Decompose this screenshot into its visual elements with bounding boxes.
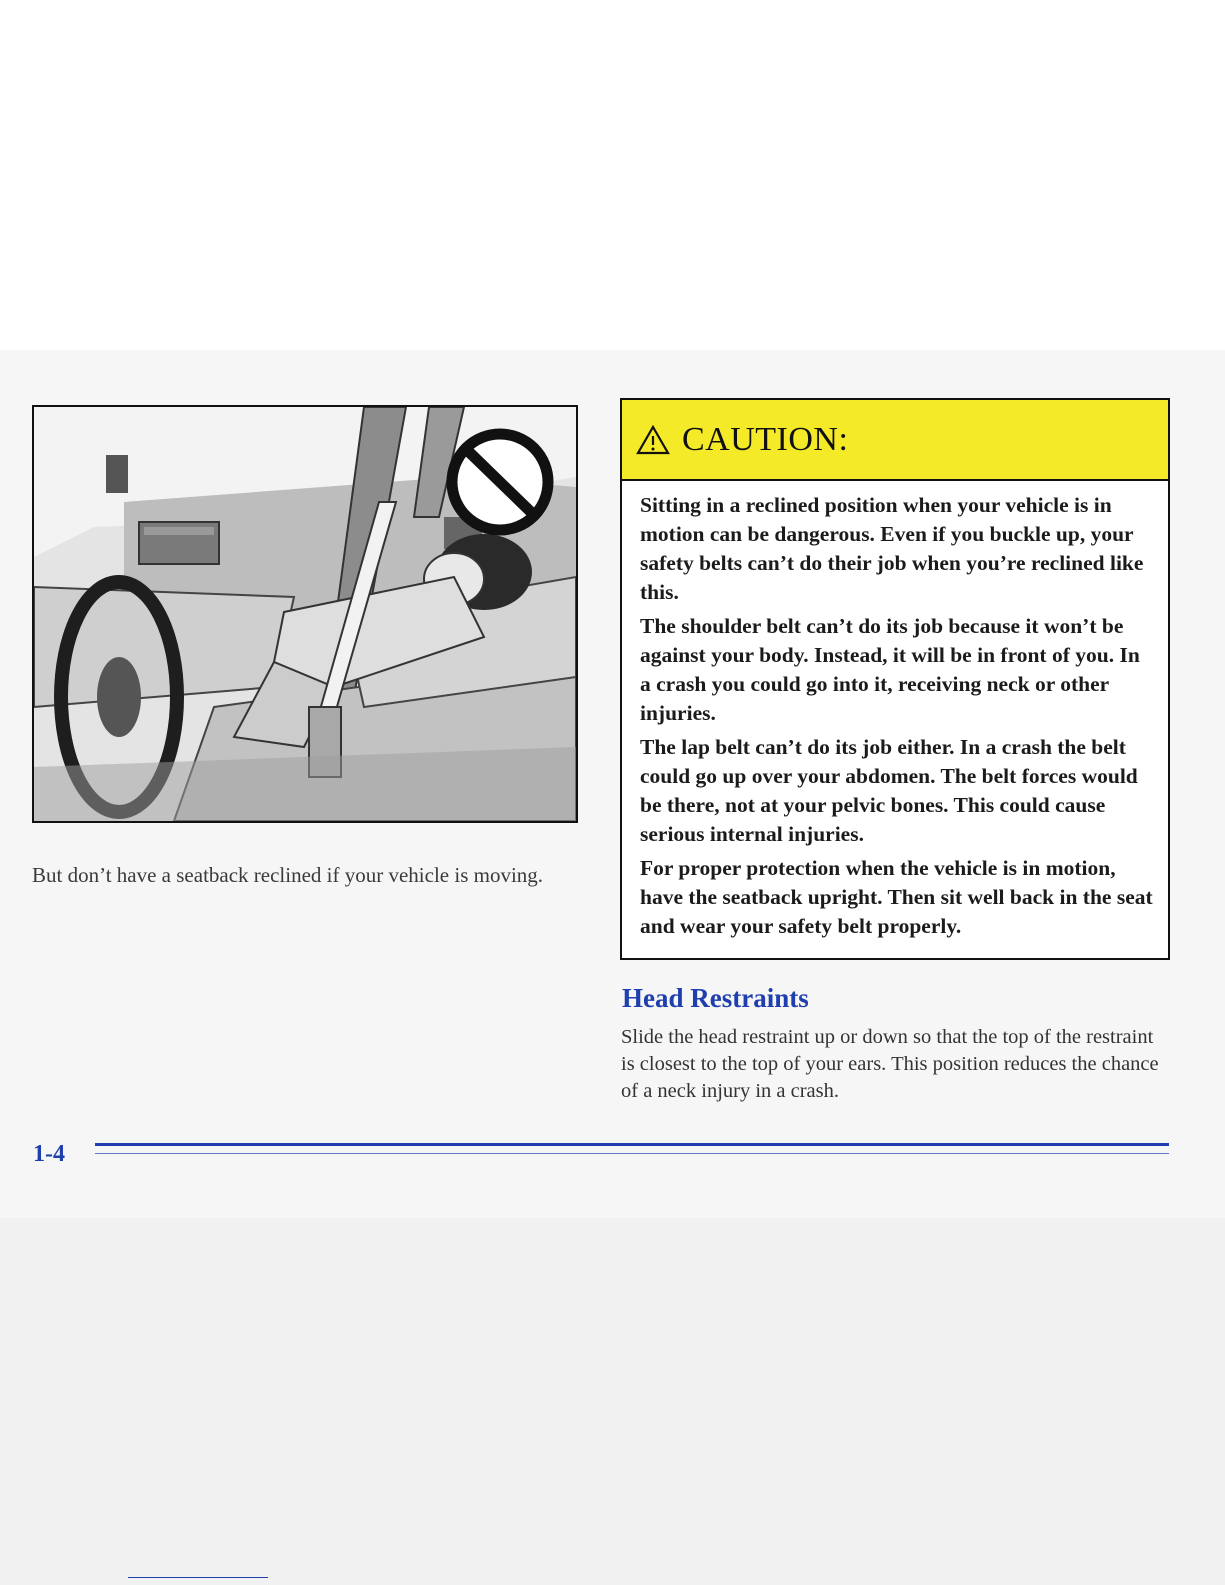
reclined-occupant-illustration: [32, 405, 578, 823]
seatback-warning-text: But don’t have a seatback reclined if your vehicle is moving.: [32, 863, 544, 887]
footer-rule-thin: [95, 1153, 1169, 1154]
no-symbol-icon: [452, 434, 548, 530]
caution-header: [622, 400, 1168, 481]
caution-paragraph: The shoulder belt can’t do its job because it won’t be against your body. Instead, it will be in front of you. In a crash you could go into it, receiving neck or other injuries.: [640, 614, 1140, 725]
bottom-margin: [0, 1218, 1225, 1585]
warning-triangle-icon: [636, 425, 670, 455]
caution-paragraph: For proper protection when the vehicle is in motion, have the seatback upright. Then sit well back in the seat and wear your safety belt properly.: [640, 856, 1153, 938]
caution-box: [620, 398, 1170, 960]
top-margin: [0, 0, 1225, 350]
footer-rule: [95, 1143, 1169, 1146]
section-body: Slide the head restraint up or down so that the top of the restraint is closest to the top of your ears. This position reduces the chance of a neck injury in a crash.: [621, 1026, 1159, 1102]
caution-paragraph: The lap belt can’t do its job either. In a crash the belt could go up over your abdomen. The belt forces would be there, not at your pelvic bones. This could cause serious internal injuries.: [640, 735, 1138, 846]
caution-title: CAUTION:: [682, 420, 849, 458]
section-heading: Head Restraints: [622, 983, 809, 1013]
bottom-link-underline: [128, 1577, 268, 1578]
page-number: 1-4: [33, 1141, 65, 1167]
caution-body: [622, 481, 1168, 941]
illustration-drawing: [34, 407, 576, 821]
caution-paragraph: Sitting in a reclined position when your vehicle is in motion can be dangerous. Even if you buckle up, your safety belts can’t do their job when you’re reclined like this.: [640, 493, 1144, 604]
